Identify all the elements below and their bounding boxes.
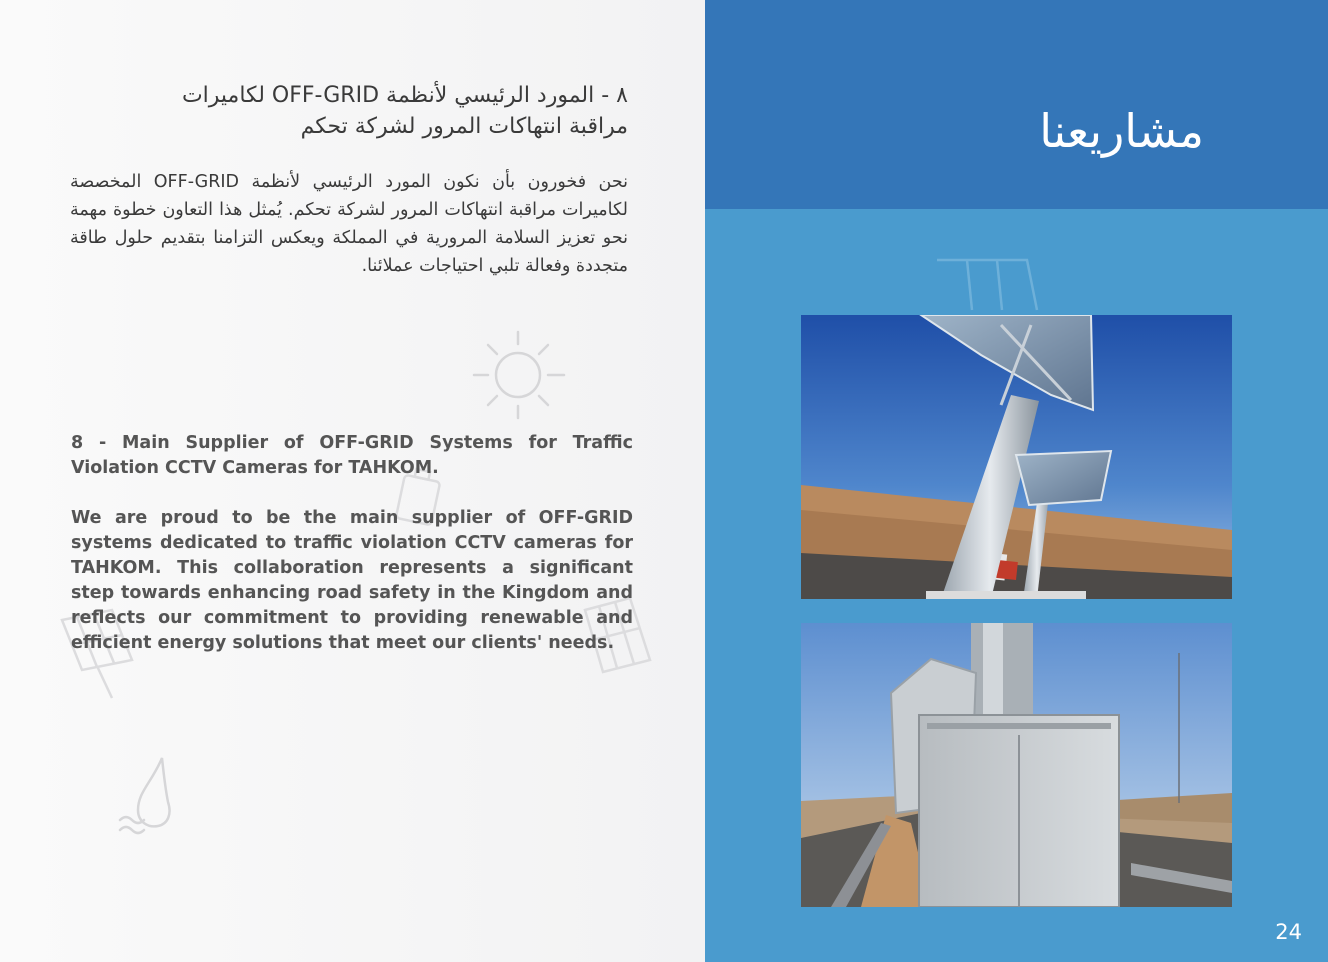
water-drop-icon bbox=[112, 752, 182, 842]
page-number: 24 bbox=[1275, 920, 1302, 944]
solar-pole-photo bbox=[801, 315, 1232, 599]
english-heading: 8 - Main Supplier of OFF-GRID Systems for Traffic Violation CCTV Cameras for TAHKOM. bbox=[71, 433, 633, 478]
control-cabinet-photo bbox=[801, 623, 1232, 907]
english-body: We are proud to be the main supplier of OFF-GRID systems dedicated to traffic violation CCTV cameras for TAHKOM. This collaboration represents a significant step towards enhancing road safety in the Kingdom and reflects our commitment to providing renewable and efficient energy solutions that meet our clients' needs. bbox=[71, 508, 633, 653]
arabic-body: نحن فخورون بأن نكون المورد الرئيسي لأنظمة OFF-GRID المخصصة لكاميرات مراقبة انتهاكات المرور لشركة تحكم. يُمثل هذا التعاون خطوة مهمة نحو تعزيز السلامة المرورية في المملكة ويعكس التزامنا بتقديم حلول طاقة متجددة وفعالة تلبي احتياجات عملائنا. bbox=[70, 172, 628, 276]
solar-panel-icon bbox=[927, 250, 1047, 320]
section-title: مشاريعنا bbox=[1039, 104, 1204, 158]
sun-icon bbox=[470, 328, 570, 423]
arabic-heading: ٨ - المورد الرئيسي لأنظمة OFF-GRID لكاميرات مراقبة انتهاكات المرور لشركة تحكم bbox=[181, 83, 628, 139]
header-band bbox=[705, 0, 1328, 209]
